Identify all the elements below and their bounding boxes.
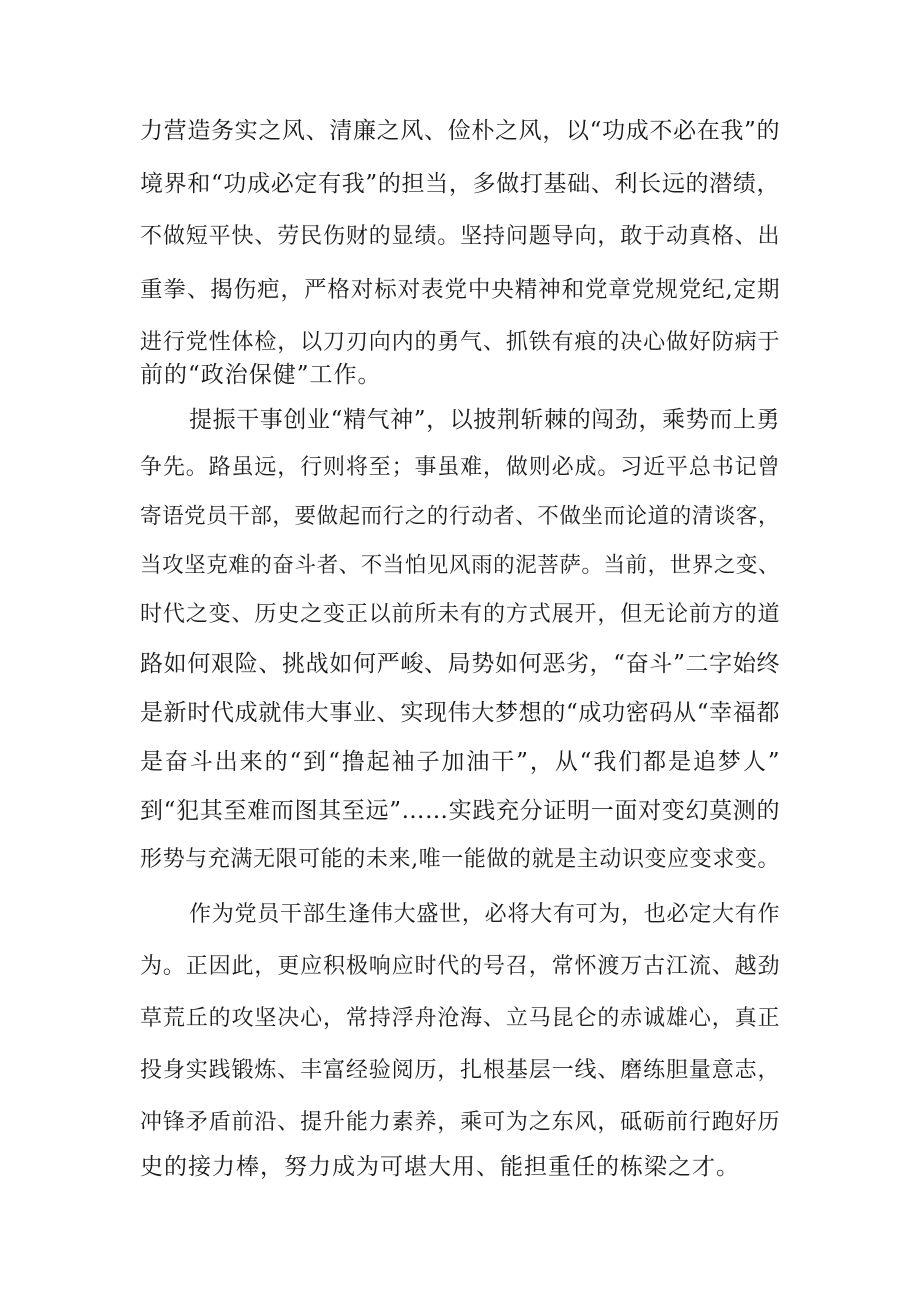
- paragraph-line: 到“犯其至难而图其至远”……实践充分证明一面对变幻莫测的: [140, 798, 780, 824]
- paragraph-line: 不做短平快、劳民伤财的显绩。坚持问题导向，敢于动真格、出: [140, 224, 780, 249]
- paragraph-line: 重拳、揭伤疤，严格对标对表党中央精神和党章党规党纪,定期: [140, 277, 780, 303]
- paragraph-line: 当攻坚克难的奋斗者、不当怕见风雨的泥菩萨。当前，世界之变、: [140, 553, 780, 578]
- paragraph-line: 寄语党员干部，要做起而行之的行动者、不做坐而论道的清谈客，: [140, 504, 780, 529]
- paragraph-line: 草荒丘的攻坚决心，常持浮舟沧海、立马昆仑的赤诚雄心，真正: [140, 1006, 780, 1031]
- paragraph-line: 投身实践锻炼、丰富经验阅历，扎根基层一线、磨练胆量意志，: [140, 1058, 780, 1083]
- paragraph-line: 是奋斗出来的“到“撸起袖子加油干”，从“我们都是追梦人”: [140, 749, 780, 775]
- paragraph-line: 冲锋矛盾前沿、提升能力素养，乘可为之东风，砥砺前行跑好历: [140, 1110, 780, 1135]
- paragraph-line: 提振干事创业“精气神”，以披荆斩棘的闯劲，乘势而上勇: [189, 407, 780, 433]
- paragraph-line: 史的接力棒，努力成为可堪大用、能担重任的栋梁之才。: [140, 1154, 740, 1180]
- paragraph-line: 力营造务实之风、清廉之风、俭朴之风，以“功成不必在我”的: [140, 118, 780, 144]
- paragraph-line: 前的“政治保健”工作。: [140, 362, 382, 388]
- paragraph-line: 形势与充满无限可能的未来,唯一能做的就是主动识变应变求变。: [140, 847, 780, 872]
- paragraph-line: 争先。路虽远，行则将至；事虽难，做则必成。习近平总书记曾: [140, 455, 780, 480]
- paragraph-line: 作为党员干部生逢伟大盛世，必将大有可为，也必定大有作: [189, 902, 780, 927]
- paragraph-line: 路如何艰险、挑战如何严峻、局势如何恶劣，“奋斗”二字始终: [140, 651, 780, 677]
- paragraph-line: 时代之变、历史之变正以前所未有的方式展开，但无论前方的道: [140, 602, 780, 627]
- paragraph-line: 境界和“功成必定有我”的担当，多做打基础、利长远的潜绩，: [140, 171, 780, 197]
- paragraph-line: 进行党性体检，以刀刃向内的勇气、抓铁有痕的决心做好防病于: [140, 330, 780, 355]
- paragraph-line: 是新时代成就伟大事业、实现伟大梦想的“成功密码从“幸福都: [140, 700, 780, 726]
- paragraph-line: 为。正因此，更应积极响应时代的号召，常怀渡万古江流、越劲: [140, 954, 780, 979]
